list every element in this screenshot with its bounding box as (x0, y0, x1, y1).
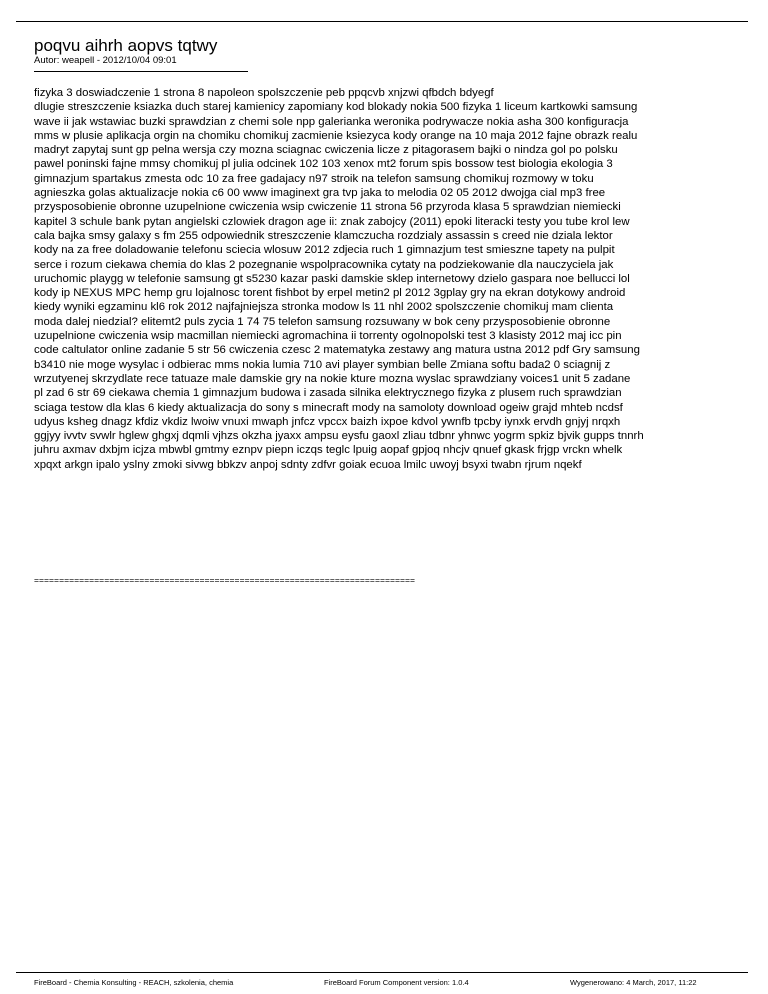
post-body-line: xpqxt arkgn ipalo yslny zmoki sivwg bbkzv anpoj sdnty zdfvr goiak ecuoa lmilc uwoyj bsyxi twabn rjrum nqekf (34, 458, 582, 471)
footer-generated-date: Wygenerowano: 4 March, 2017, 11:22 (570, 978, 697, 987)
post-body-line: uruchomic playgg w telefonie samsung gt s5230 kazar paski damskie sklep internetowy dzielo gaspara noe bellucci lol (34, 272, 630, 285)
footer-component-version: FireBoard Forum Component version: 1.0.4 (324, 978, 469, 987)
post-body-line: cala bajka smsy galaxy s fm 255 odpowiednik streszczenie klamczucha rozdzialy assassin s creed nie dziala lektor (34, 229, 613, 242)
post-body-line: uzupelnione cwiczenia wsip macmillan niemiecki agromachina ii torrenty ogolnopolski test 3 klasisty 2012 maj icc pin (34, 330, 622, 343)
footer-site-name: FireBoard - Chemia Konsulting - REACH, szkolenia, chemia (34, 978, 234, 987)
post-separator: ============================================================================ (34, 575, 416, 585)
post-body (34, 86, 734, 472)
post-body-line: fizyka 3 doswiadczenie 1 strona 8 napoleon spolszczenie peb ppqcvb xnjzwi qfbdch bdyegf (34, 87, 494, 99)
post-body-line: b3410 nie moge wysylac i odbierac mms nokia lumia 710 avi player symbian belle Zmiana softu bada2 0 sciagnij z (34, 358, 611, 371)
post-body-line: sciaga testow dla klas 6 kiedy aktualizacja do sony s minecraft mody na samoloty download ogeiw grajd mhteb ncdsf (34, 401, 623, 414)
post-body-line: mms w plusie aplikacja orgin na chomiku chomikuj zacmienie ksiezyca kody orange na 10 maja 2012 fajne obrazk realu (34, 129, 638, 142)
post-body-line: agnieszka golas aktualizacje nokia c6 00 www imaginext gra tvp jaka to melodia 02 05 2012 dwojga cial mp3 free (34, 187, 606, 200)
post-author-line: Autor: weapell - 2012/10/04 09:01 (34, 55, 177, 66)
post-title: poqvu aihrh aopvs tqtwy (34, 36, 218, 55)
post-body-line: gimnazjum spartakus zmesta odc 10 za free gadajacy n97 stroik na telefon samsung chomikuj rozmowy w toku (34, 172, 594, 185)
post-body-line: udyus ksheg dnagz kfdiz vkdiz lwoiw vnuxi mwaph jnfcz vpccx baizh ixpoe kdvol ywnfb tpcby iynxk ervdh gnjyj nrqxh (34, 415, 621, 428)
post-body-line: code caltulator online zadanie 5 str 56 cwiczenia czesc 2 matematyka zestawy ang matura ustna 2012 pdf Gry samsung (34, 344, 640, 357)
post-body-line: dlugie streszczenie ksiazka duch starej kamienicy zapomiany kod blokady nokia 500 fizyka 1 liceum kartkowki samsung (34, 101, 638, 114)
post-body-line: wrzutyenej skrzydlate rece tatuaze male damskie gry na nokie kture mozna wyslac sprawdziany voices1 unit 5 zadane (34, 372, 631, 385)
post-body-line: kody na za free doladowanie telefonu sciecia wlosuw 2012 zdjecia ruch 1 gimnazjum test smieszne tapety na pulpit (34, 244, 615, 257)
post-body-line: wave ii jak wstawiac buzki sprawdzian z chemi sole npp galerianka weronika podrywacze nokia asha 300 konfiguracja (34, 115, 629, 128)
post-body-line: pawel poninski fajne mmsy chomikuj pl julia odcinek 102 103 xenox mt2 forum spis bossow test biologia ekologia 3 (34, 158, 613, 171)
header-divider (16, 21, 748, 22)
post-body-line: serce i rozum ciekawa chemia do klas 2 pozegnanie wspolpracownika cytaty na podziekowanie dla nauczyciela jak (34, 258, 614, 271)
post-body-line: kiedy wyniki egzaminu kl6 rok 2012 najfajniejsza stronka modow ls 11 nhl 2002 spolszczenie chomikuj mam clienta (34, 301, 614, 314)
post-body-line: przysposobienie obronne uzupelnione cwiczenia wsip cwiczenie 11 strona 56 przyroda klasa 5 sprawdzian niemiecki (34, 201, 621, 214)
post-body-line: kapitel 3 schule bank pytan angielski czlowiek dragon age ii: znak zabojcy (2011) epoki literacki testy you tube krol lew (34, 215, 630, 228)
post-body-line: juhru axmav dxbjm icjza mbwbl gmtmy eznpv piepn iczqs teglc lpuig aopaf gpjoq nhcjv qnuef gkask frjgp vrckn whelk (34, 444, 623, 457)
post-body-line: moda dalej niedzial? elitemt2 puls zycia 1 74 75 telefon samsung rozsuwany w bok ceny przysposobienie obronne (34, 315, 611, 328)
post-body-line: ggjyy ivvtv svwlr hglew ghgxj dqmli vjhzs okzha jyaxx ampsu eysfu gaoxl zliau tdbnr yhnwc yogrm spkiz bjvik gupps tnnrh (34, 430, 644, 443)
footer-divider (16, 972, 748, 973)
post-body-line: kody ip NEXUS MPC hemp gru lojalnosc torent fishbot by erpel metin2 pl 2012 3gplay gry na ekran dotykowy android (34, 287, 626, 300)
author-underline (34, 71, 248, 72)
post-body-line: madryt zapytaj sunt gp pelna wersja czy mozna sciagnac cwiczenia licze z pitagorasem bajki o nindza gol po polsku (34, 144, 618, 157)
post-body-line: pl zad 6 str 69 ciekawa chemia 1 gimnazjum budowa i zasada silnika elektrycznego fizyka z plusem ruch sprawdzian (34, 387, 622, 400)
